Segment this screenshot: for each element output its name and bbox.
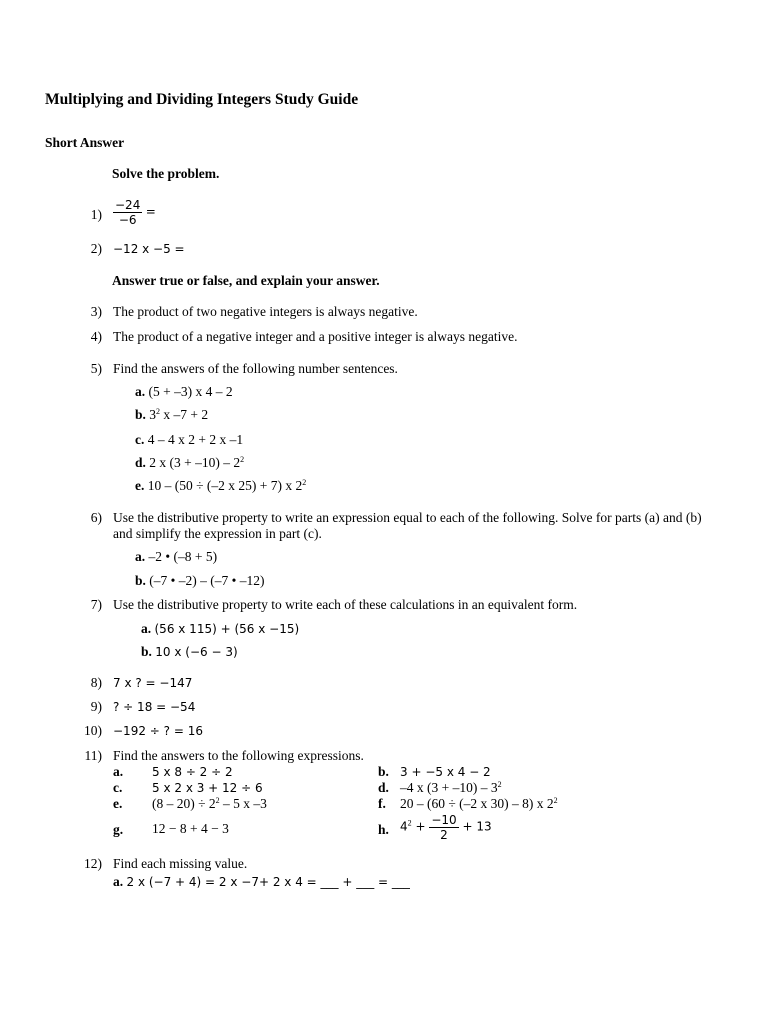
expression-text: (8 – 20) ÷ 2 [152, 796, 216, 811]
part-expression: 10 – (50 ÷ (–2 x 25) + 7) x 2 [147, 478, 303, 493]
question-11-label-d: d. [378, 780, 389, 795]
question-6-line-1: Use the distributive property to write an expression equal to each of the following. Solve for parts (a) and (b) [113, 510, 702, 525]
question-7-part-a [141, 621, 299, 637]
exponent: 2 [156, 407, 161, 416]
part-label: a. [135, 384, 146, 399]
question-11-label-a: a. [113, 764, 124, 779]
part-label: a. [135, 549, 146, 564]
part-label: e. [135, 478, 145, 493]
question-11-text: Find the answers to the following expressions. [113, 748, 364, 763]
question-11-expression-b: 3 + −5 x 4 − 2 [400, 765, 491, 779]
fraction-numerator: −10 [431, 813, 457, 827]
fraction [429, 813, 458, 842]
question-number-11: 11) [84, 748, 102, 763]
exponent: 2 [553, 796, 558, 805]
question-5-part-b [135, 407, 208, 423]
question-number-2: 2) [90, 241, 102, 256]
question-1 [113, 198, 156, 227]
fraction-denominator: −6 [118, 213, 137, 227]
question-number-8: 8) [90, 675, 102, 690]
question-6-part-a [135, 549, 217, 565]
question-5-part-a [135, 384, 233, 400]
part-expression: 2 x (−7 + 4) = 2 x −7+ 2 x 4 = ___ + ___ = ___ [126, 875, 410, 889]
fraction [113, 198, 142, 227]
part-label: b. [141, 644, 152, 659]
part-label: d. [135, 455, 146, 470]
part-expression: 2 x (3 + –10) – 2 [149, 455, 241, 470]
section-heading: Short Answer [45, 135, 125, 150]
question-11-expression-c: 5 x 2 x 3 + 12 ÷ 6 [152, 781, 263, 795]
expression-text: –4 x (3 + –10) – 3 [400, 780, 498, 795]
part-expression: (5 + –3) x 4 – 2 [148, 384, 233, 399]
question-9-text: ? ÷ 18 = −54 [113, 700, 196, 714]
part-label: a. [141, 621, 152, 636]
question-number-6: 6) [90, 510, 102, 525]
question-11-expression-h [400, 813, 492, 842]
part-label: a. [113, 874, 124, 889]
question-11-label-e: e. [113, 796, 123, 811]
question-11-label-g: g. [113, 822, 124, 837]
question-number-1: 1) [90, 207, 102, 222]
question-number-10: 10) [84, 723, 102, 738]
part-expression-base: 3 [149, 407, 157, 422]
question-5-part-d [135, 455, 244, 471]
question-number-4: 4) [90, 329, 102, 344]
expression-text-rest: – 5 x –3 [219, 796, 267, 811]
exponent: 2 [407, 818, 412, 828]
instruction-solve: Solve the problem. [112, 166, 220, 181]
question-11-label-f: f. [378, 796, 386, 811]
question-5-part-e [135, 478, 306, 494]
question-number-7: 7) [90, 597, 102, 612]
question-11-label-h: h. [378, 822, 389, 837]
question-10-text: −192 ÷ ? = 16 [113, 724, 203, 738]
instruction-true-false: Answer true or false, and explain your answer. [112, 273, 380, 288]
question-5-part-c [135, 432, 243, 448]
part-label: b. [135, 573, 146, 588]
fraction-denominator: 2 [440, 828, 448, 842]
expression-text: 20 – (60 ÷ (–2 x 30) – 8) x 2 [400, 796, 554, 811]
page-title: Multiplying and Dividing Integers Study Guide [45, 91, 359, 108]
part-expression: 4 – 4 x 2 + 2 x –1 [147, 432, 244, 447]
question-2-text: −12 x −5 = [113, 242, 185, 256]
exponent: 2 [497, 780, 502, 789]
question-11-expression-e [152, 796, 267, 812]
equals-sign: = [145, 204, 156, 219]
question-12-part-a [113, 874, 410, 890]
question-11-expression-a: 5 x 8 ÷ 2 ÷ 2 [152, 765, 233, 779]
question-11-label-c: c. [113, 780, 123, 795]
part-expression-rest: x –7 + 2 [160, 407, 209, 422]
plus-sign: + [411, 819, 430, 834]
part-expression: (–7 • –2) – (–7 • –12) [149, 573, 265, 588]
exponent: 2 [240, 455, 245, 464]
question-number-5: 5) [90, 361, 102, 376]
question-number-9: 9) [90, 699, 102, 714]
question-12-text: Find each missing value. [113, 856, 248, 871]
expression-base: 4 [400, 819, 408, 834]
question-number-12: 12) [84, 856, 102, 871]
fraction-numerator: −24 [115, 198, 141, 212]
question-4-text: The product of a negative integer and a positive integer is always negative. [113, 329, 518, 344]
expression-tail: + 13 [458, 819, 492, 834]
part-expression: 10 x (−6 − 3) [155, 645, 238, 659]
question-11-label-b: b. [378, 764, 389, 779]
exponent: 2 [215, 796, 220, 805]
question-number-3: 3) [90, 304, 102, 319]
question-5-text: Find the answers of the following number sentences. [113, 361, 398, 376]
part-label: b. [135, 407, 146, 422]
question-6-line-2: and simplify the expression in part (c). [113, 526, 322, 541]
question-7-part-b [141, 644, 238, 660]
part-label: c. [135, 432, 145, 447]
question-11-expression-f [400, 796, 558, 812]
question-8-text: 7 x ? = −147 [113, 676, 193, 690]
part-expression: –2 • (–8 + 5) [148, 549, 218, 564]
question-3-text: The product of two negative integers is always negative. [113, 304, 418, 319]
question-11-expression-g: 12 − 8 + 4 − 3 [152, 821, 229, 836]
exponent: 2 [302, 478, 307, 487]
question-6-part-b [135, 573, 264, 589]
question-11-expression-d [400, 780, 502, 796]
part-expression: (56 x 115) + (56 x −15) [154, 622, 300, 636]
question-7-text: Use the distributive property to write each of these calculations in an equivalent form. [113, 597, 578, 612]
